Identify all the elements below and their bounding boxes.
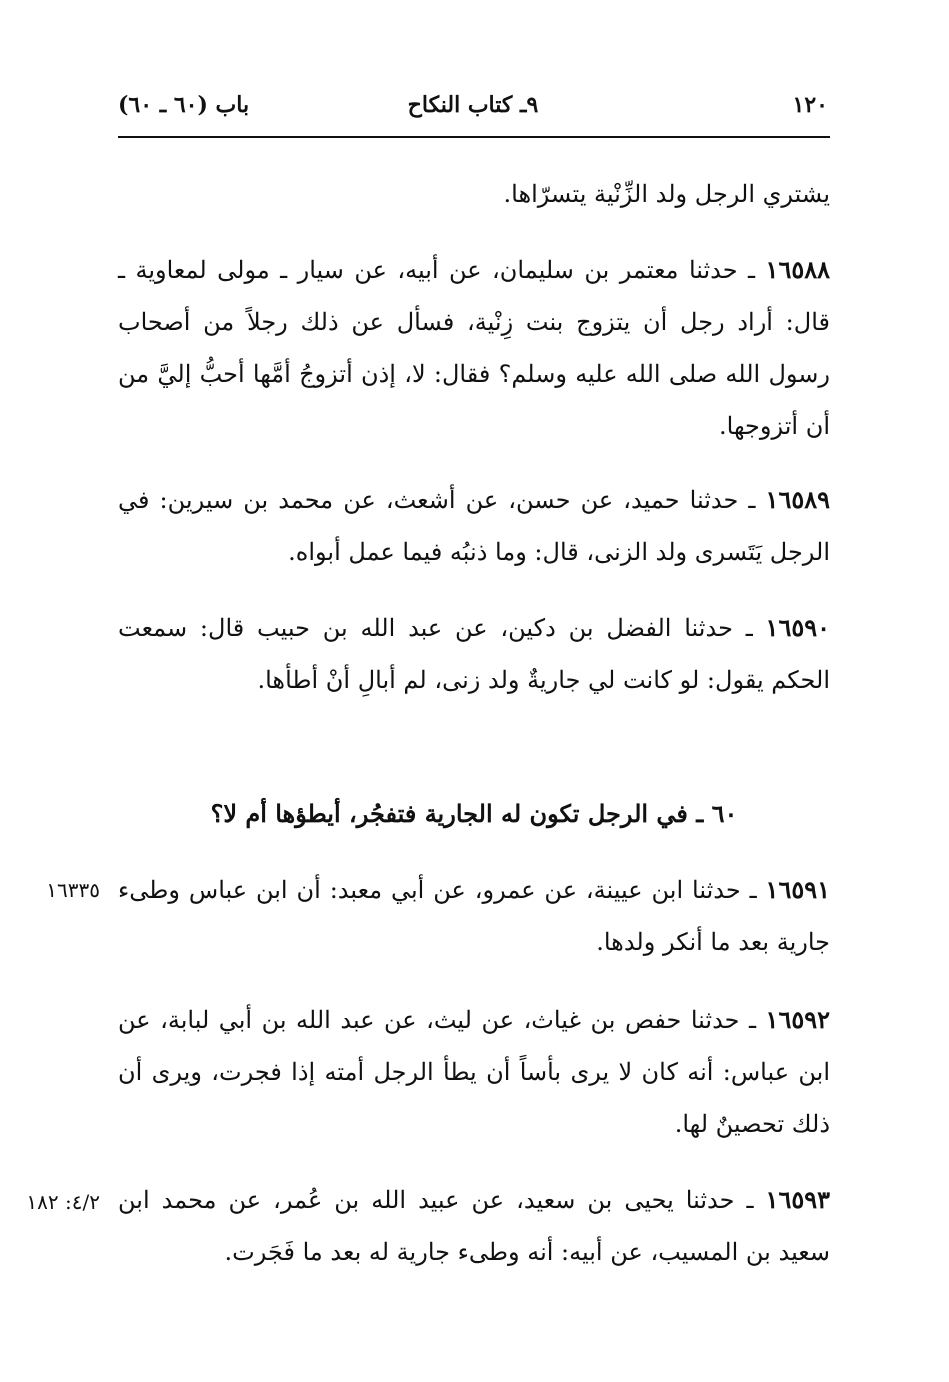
hadith-number: ١٦٥٨٩ xyxy=(765,485,830,514)
hadith-text: ـ حدثنا الفضل بن دكين، عن عبد الله بن حبيب قال: سمعت الحكم يقول: لو كانت لي جاريةٌ ولد زنى، لم أبالِ أنْ أطأها. xyxy=(118,614,830,694)
hadith-16591 xyxy=(118,864,830,968)
hadith-number: ١٦٥٩٣ xyxy=(765,1185,830,1214)
book-title: ٩ـ كتاب النكاح xyxy=(407,92,539,118)
hadith-number: ١٦٥٩٢ xyxy=(765,1005,830,1034)
hadith-number: ١٦٥٩٠ xyxy=(765,613,830,642)
hadith-number: ١٦٥٩١ xyxy=(765,875,830,904)
section-range: باب (٦٠ ـ ٦٠) xyxy=(118,92,250,118)
margin-reference: ١٦٣٣٥ xyxy=(46,878,100,902)
hadith-text: ـ حدثنا معتمر بن سليمان، عن أبيه، عن سيار ـ مولى لمعاوية ـ قال: أراد رجل أن يتزوج بنت زِنْية، فسأل عن ذلك رجلاً من أصحاب رسول الله صلى الله عليه وسلم؟ فقال: لا، إذن أتزوجُ أمَّها أحبُّ إليَّ من أن أتزوجها. xyxy=(118,256,831,440)
hadith-16588 xyxy=(118,244,830,452)
hadith-16593 xyxy=(118,1174,830,1278)
hadith-text: ـ حدثنا يحيى بن سعيد، عن عبيد الله بن عُمر، عن محمد ابن سعيد بن المسيب، عن أبيه: أنه وطىء جارية له بعد ما فَجَرت. xyxy=(118,1186,830,1266)
hadith-16590 xyxy=(118,602,830,706)
hadith-number: ١٦٥٨٨ xyxy=(765,255,830,284)
header-rule xyxy=(118,136,830,138)
hadith-16589 xyxy=(118,474,830,578)
page-number: ١٢٠ xyxy=(792,92,828,118)
hadith-text: ـ حدثنا حفص بن غياث، عن ليث، عن عبد الله بن أبي لبابة، عن ابن عباس: أنه كان لا يرى بأساً أن يطأ الرجل أمته إذا فجرت، ويرى أن ذلك تحصينٌ لها. xyxy=(118,1006,830,1138)
paragraph-continuation xyxy=(118,168,830,220)
hadith-text: ـ حدثنا حميد، عن حسن، عن أشعث، عن محمد بن سيرين: في الرجل يَتَسرى ولد الزنى، قال: وما ذنبُه فيما عمل أبواه. xyxy=(118,486,830,566)
paragraph-text: يشتري الرجل ولد الزِّنْية يتسرّاها. xyxy=(503,180,830,208)
chapter-heading: ٦٠ ـ في الرجل تكون له الجارية فتفجُر، أيطؤها أم لا؟ xyxy=(210,799,738,828)
hadith-text: ـ حدثنا ابن عيينة، عن عمرو، عن أبي معبد: أن ابن عباس وطىء جارية بعد ما أنكر ولدها. xyxy=(118,876,830,956)
margin-reference: ٤/٢: ١٨٢ xyxy=(26,1190,100,1214)
page-header xyxy=(118,92,828,128)
hadith-16592 xyxy=(118,994,830,1150)
